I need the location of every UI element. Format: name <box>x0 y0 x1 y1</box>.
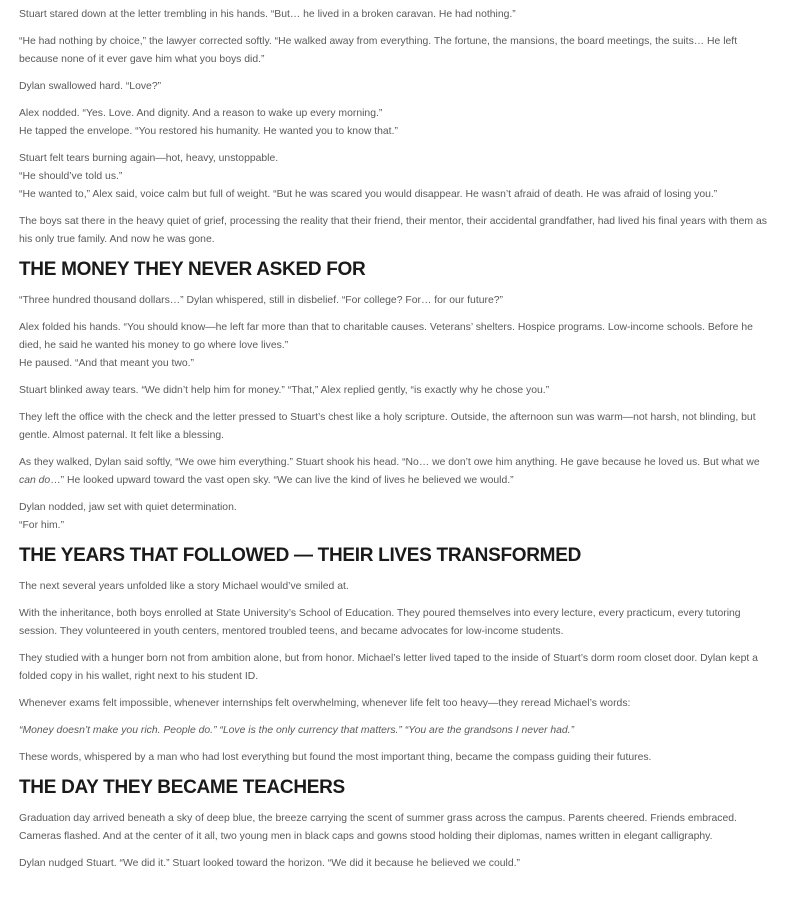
section-heading: THE DAY THEY BECAME TEACHERS <box>19 777 345 798</box>
paragraph: Dylan nudged Stuart. “We did it.” Stuart looked toward the horizon. “We did it because he believed we could.” <box>19 858 520 869</box>
text-span: …” He looked upward toward the vast open sky. “We can live the kind of lives he believed we would.” <box>50 475 514 486</box>
emphasis-text: can do <box>19 475 51 486</box>
paragraph-line: Stuart felt tears burning again—hot, heavy, unstoppable. <box>19 153 279 164</box>
paragraph <box>19 150 767 204</box>
paragraph <box>19 454 767 490</box>
paragraph: Graduation day arrived beneath a sky of deep blue, the breeze carrying the scent of summer grass across the campus. Parents cheered. Friends embraced. Cameras flashed. And at the center of it all, two young men in black caps and gowns stood holding their diplomas, names written in elegant calligraphy. <box>19 813 737 842</box>
paragraph: With the inheritance, both boys enrolled at State University’s School of Education. They poured themselves into every lecture, every practicum, every tutoring session. They volunteered in youth centers, mentored troubled teens, and became advocates for low-income students. <box>19 608 741 637</box>
paragraph-line: Alex nodded. “Yes. Love. And dignity. And a reason to wake up every morning.” <box>19 108 383 119</box>
paragraph <box>19 105 767 141</box>
paragraph-line: “He wanted to,” Alex said, voice calm but full of weight. “But he was scared you would disappear. He wasn’t afraid of death. He was afraid of losing you.” <box>19 189 718 200</box>
paragraph: The next several years unfolded like a story Michael would’ve smiled at. <box>19 581 349 592</box>
text-span: As they walked, Dylan said softly, “We owe him everything.” Stuart shook his head. “No… we don’t owe him anything. He gave because he loved us. But what we <box>19 457 760 468</box>
paragraph-line: Dylan nodded, jaw set with quiet determination. <box>19 502 237 513</box>
paragraph: These words, whispered by a man who had lost everything but found the most important thing, became the compass guiding their futures. <box>19 752 652 763</box>
quote-paragraph: “Money doesn’t make you rich. People do.” “Love is the only currency that matters.” “You are the grandsons I never had.” <box>19 725 575 736</box>
article-body <box>0 6 786 873</box>
paragraph-line: “For him.” <box>19 520 65 531</box>
paragraph <box>19 319 767 373</box>
paragraph: They studied with a hunger born not from ambition alone, but from honor. Michael’s letter lived taped to the inside of Stuart’s dorm room closet door. Dylan kept a folded copy in his wallet, right next to his student ID. <box>19 653 758 682</box>
paragraph: Stuart stared down at the letter trembling in his hands. “But… he lived in a broken caravan. He had nothing.” <box>19 9 516 20</box>
paragraph: The boys sat there in the heavy quiet of grief, processing the reality that their friend, their mentor, their accidental grandfather, had lived his final years with them as his only true family. And now he was gone. <box>19 216 767 245</box>
paragraph <box>19 499 767 535</box>
paragraph: Dylan swallowed hard. “Love?” <box>19 81 162 92</box>
paragraph-line: Alex folded his hands. “You should know—he left far more than that to charitable causes. Veterans’ shelters. Hospice programs. Low-income schools. Before he died, he said he wanted his money to go where love lives.” <box>19 322 753 351</box>
paragraph: “Three hundred thousand dollars…” Dylan whispered, still in disbelief. “For college? For… for our future?” <box>19 295 503 306</box>
paragraph: Stuart blinked away tears. “We didn’t help him for money.” “That,” Alex replied gently, “is exactly why he chose you.” <box>19 385 550 396</box>
paragraph: They left the office with the check and the letter pressed to Stuart’s chest like a holy scripture. Outside, the afternoon sun was warm—not harsh, not blinding, but gentle. Almost paternal. It felt like a blessing. <box>19 412 756 441</box>
section-heading: THE MONEY THEY NEVER ASKED FOR <box>19 259 366 280</box>
section-heading: THE YEARS THAT FOLLOWED — THEIR LIVES TRANSFORMED <box>19 545 581 566</box>
paragraph-line: He tapped the envelope. “You restored his humanity. He wanted you to know that.” <box>19 126 398 137</box>
paragraph-line: He paused. “And that meant you two.” <box>19 358 195 369</box>
paragraph: Whenever exams felt impossible, whenever internships felt overwhelming, whenever life felt too heavy—they reread Michael’s words: <box>19 698 631 709</box>
paragraph-line: “He should’ve told us.” <box>19 171 123 182</box>
paragraph: “He had nothing by choice,” the lawyer corrected softly. “He walked away from everything. The fortune, the mansions, the board meetings, the suits… He left because none of it ever gave him what you boys did.” <box>19 36 738 65</box>
